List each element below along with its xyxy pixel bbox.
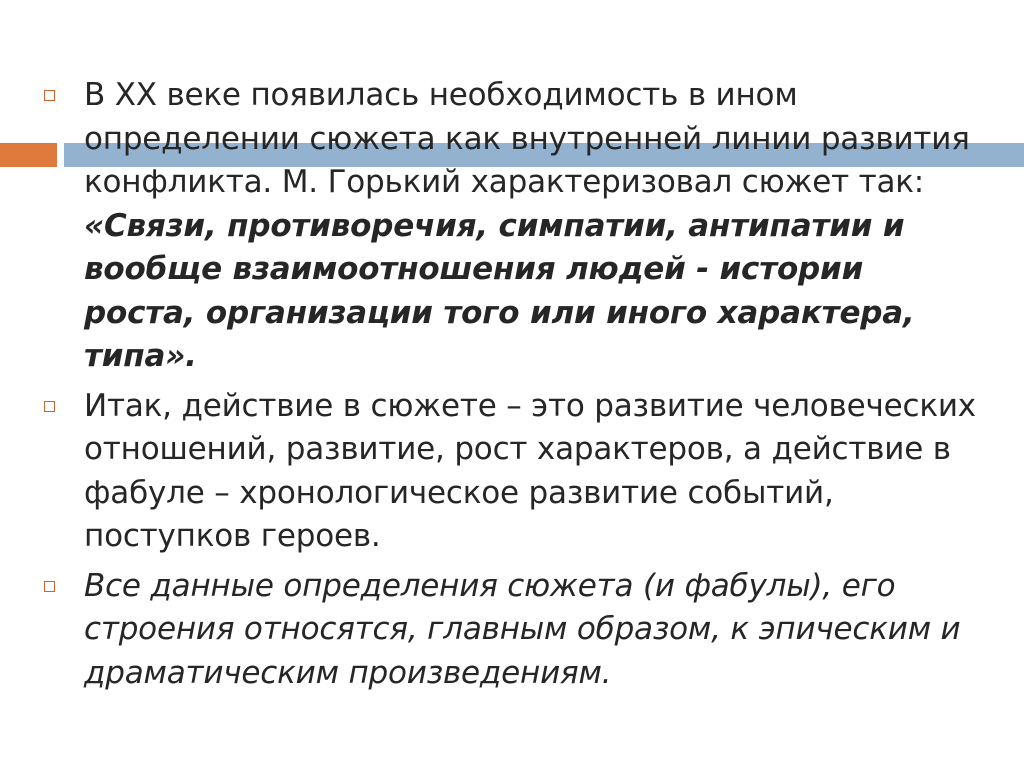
square-bullet-icon — [44, 90, 55, 101]
square-bullet-icon — [44, 581, 55, 592]
slide-content — [44, 74, 984, 701]
bullet-item-2 — [44, 385, 984, 559]
bullet-1-text: В XX веке появилась необходимость в ином определении сюжета как внутренней линии развития конфликта. М. Горький характеризовал сюжет так: — [84, 77, 970, 200]
square-bullet-icon — [44, 401, 55, 412]
bullet-3-text: Все данные определения сюжета (и фабулы), его строения относятся, главным образом, к эпическим и драматическим произведениям. — [84, 567, 961, 691]
bullet-2-text: Итак, действие в сюжете – это развитие человеческих отношений, развитие, рост характеров, а действие в фабуле – хронологическое развитие событий, поступков героев. — [84, 387, 976, 554]
bullet-item-1 — [44, 74, 984, 379]
gorky-quote: «Связи, противоречия, симпатии, антипатии и вообще взаимоотношения людей - истории роста, организации того или иного характера, типа». — [84, 207, 915, 374]
bullet-item-3 — [44, 565, 984, 696]
